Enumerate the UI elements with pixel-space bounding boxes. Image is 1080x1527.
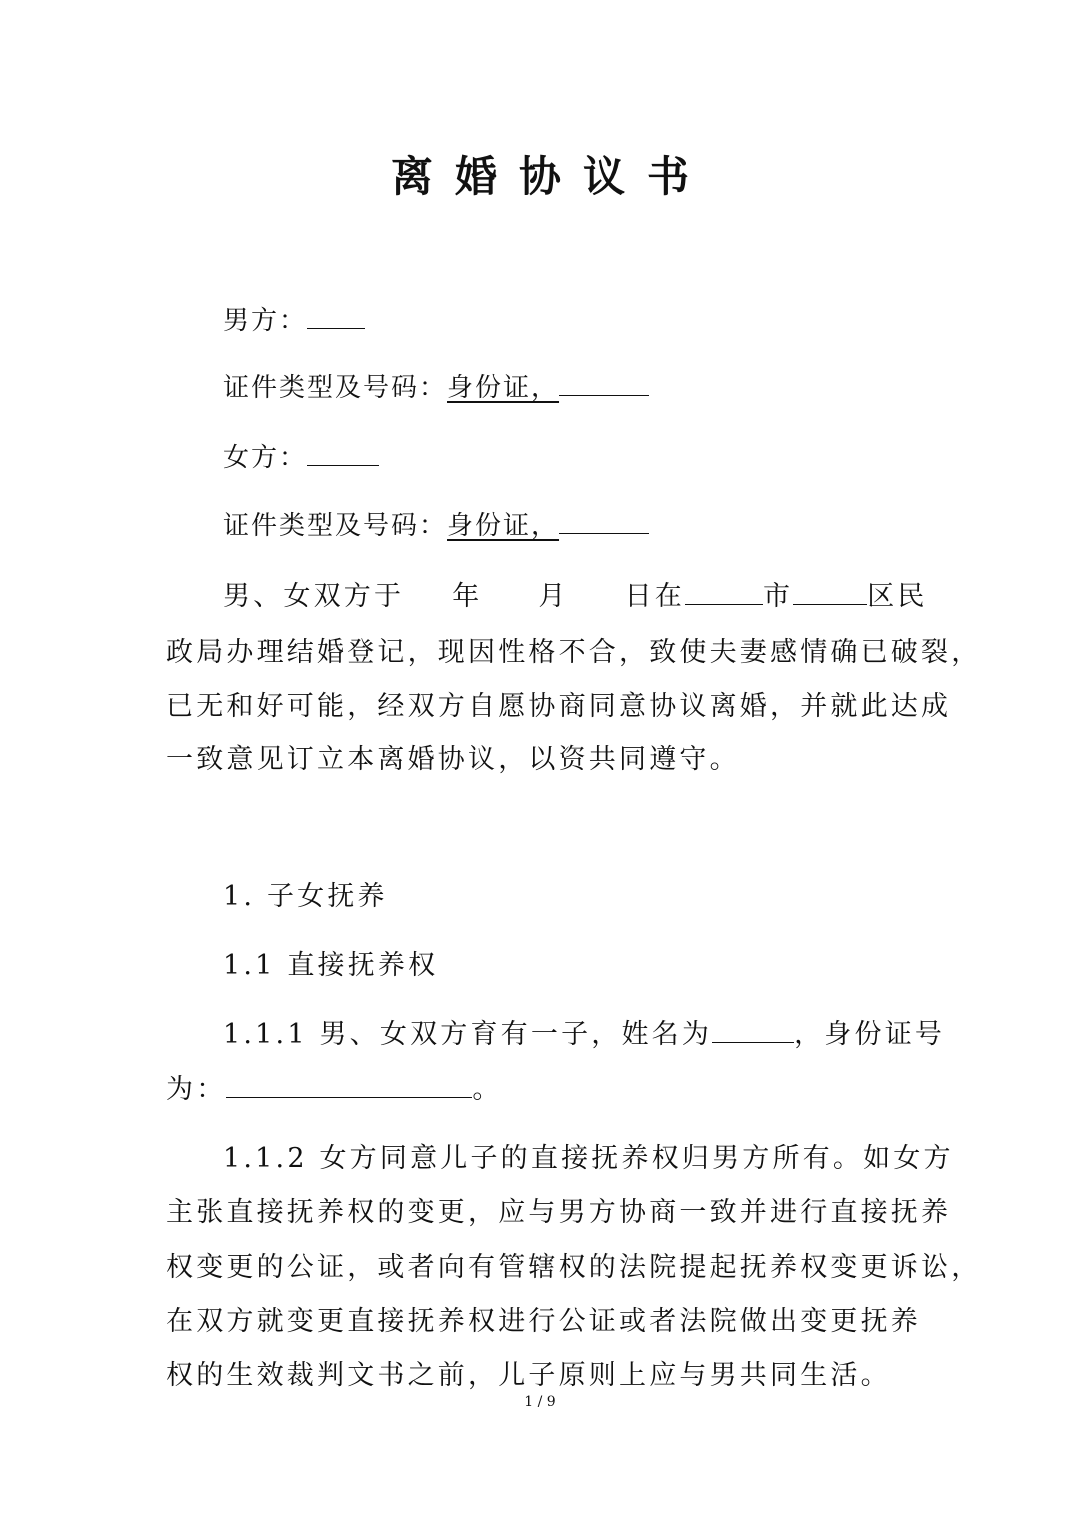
intro-line-1 [223, 574, 928, 613]
male-id-value: 身份证， [447, 373, 560, 403]
clause-111-text-2: ，身份证号 [794, 1019, 946, 1050]
male-line [223, 300, 365, 337]
female-line [223, 437, 379, 474]
male-id-line [223, 367, 649, 404]
clause-111-line-2 [166, 1067, 503, 1106]
child-id-blank [226, 1069, 472, 1098]
intro-line-2: 政局办理结婚登记，现因性格不合，致使夫妻感情确已破裂， [166, 637, 982, 668]
intro-line-4: 一致意见订立本离婚协议，以资共同遵守。 [166, 744, 740, 775]
male-id-label: 证件类型及号码： [223, 373, 448, 403]
document-title: 离婚协议书 [390, 152, 711, 201]
clause-112-line-4: 在双方就变更直接抚养权进行公证或者法院做出变更抚养 [166, 1306, 921, 1337]
clause-112-line-2: 主张直接抚养权的变更，应与男方协商一致并进行直接抚养 [166, 1197, 952, 1228]
male-name-blank [307, 301, 365, 329]
city-blank [685, 576, 763, 605]
page-number: 1 / 9 [524, 1394, 556, 1410]
intro-district-label: 区民 [867, 581, 928, 612]
female-label: 女方： [223, 443, 308, 473]
female-id-label: 证件类型及号码： [223, 511, 448, 541]
intro-day-label: 日在 [624, 581, 686, 612]
female-id-value: 身份证， [447, 511, 560, 541]
intro-city-label: 市 [763, 581, 794, 612]
district-blank [793, 576, 867, 605]
child-name-blank [712, 1014, 794, 1043]
male-id-blank [559, 368, 649, 396]
section-heading: 1. 子女抚养 [223, 881, 388, 912]
clause-112-line-5: 权的生效裁判文书之前，儿子原则上应与男共同生活。 [166, 1360, 891, 1391]
intro-month-label: 月 [538, 581, 569, 612]
clause-111-text: 1.1.1 男、女双方育有一子，姓名为 [223, 1019, 713, 1050]
intro-line-3: 已无和好可能，经双方自愿协商同意协议离婚，并就此达成 [166, 691, 952, 722]
clause-112-line-3: 权变更的公证，或者向有管辖权的法院提起抚养权变更诉讼， [166, 1252, 982, 1283]
female-name-blank [307, 438, 379, 466]
clause-111-prefix: 为： [166, 1074, 227, 1105]
female-id-blank [559, 506, 649, 534]
intro-year-label: 年 [452, 581, 483, 612]
male-label: 男方： [223, 306, 308, 336]
female-id-line [223, 505, 649, 542]
clause-111-suffix: 。 [472, 1074, 503, 1105]
clause-111-line-1 [223, 1012, 945, 1051]
subsection-heading: 1.1 直接抚养权 [223, 950, 439, 981]
clause-112-line-1: 1.1.2 女方同意儿子的直接抚养权归男方所有。如女方 [223, 1143, 954, 1174]
intro-text: 男、女双方于 [223, 581, 405, 612]
